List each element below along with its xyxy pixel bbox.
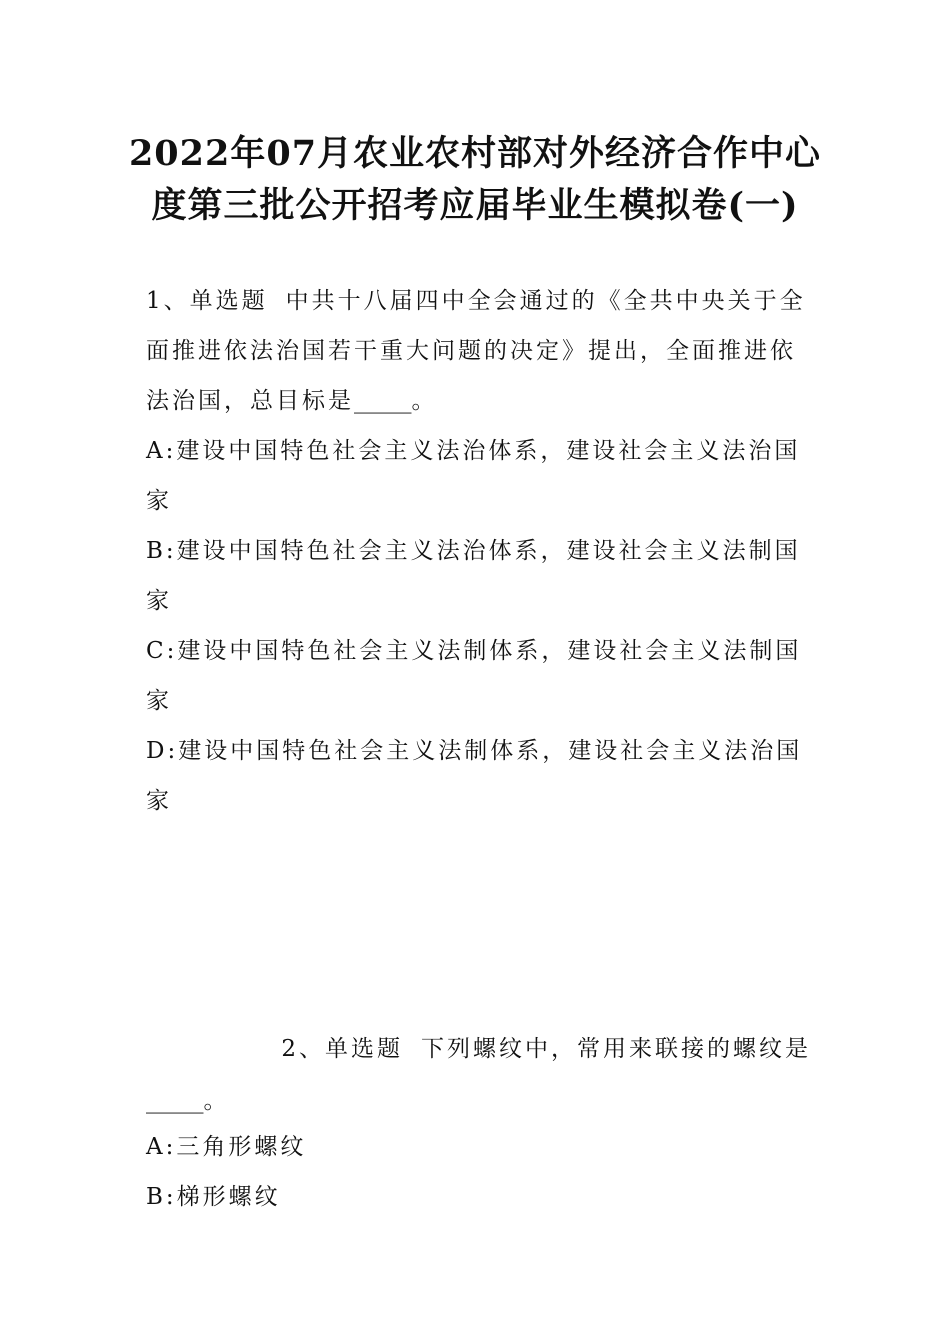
question-1-stem-line-2: 面推进依法治国若干重大问题的决定》提出，全面推进依 — [146, 338, 796, 364]
option-label: B: — [146, 538, 177, 564]
option-label: C: — [146, 638, 178, 664]
question-1-option-a — [146, 426, 811, 476]
question-1-stem-text-1: 中共十八届四中全会通过的《全共中央关于全 — [285, 288, 806, 314]
option-label: D: — [146, 738, 179, 764]
option-label: A: — [146, 1134, 177, 1160]
question-1-number: 1、 — [146, 288, 190, 314]
question-1-stem-end: 。 — [411, 388, 438, 414]
question-1-option-d — [146, 726, 811, 776]
question-2-option-b — [146, 1172, 811, 1222]
option-label: B: — [146, 1184, 177, 1210]
document-title-line-2: 度第三批公开招考应届毕业生模拟卷(一) — [151, 185, 799, 226]
option-text: 三角形螺纹 — [176, 1134, 307, 1160]
question-1-option-d-line-2: 家 — [146, 788, 172, 814]
question-1-stem-text-3: 法治国，总目标是 — [146, 388, 354, 414]
question-1-stem-line-3 — [146, 376, 811, 426]
option-text: 建设中国特色社会主义法治体系，建设社会主义法治国 — [176, 438, 801, 464]
option-text: 建设中国特色社会主义法制体系，建设社会主义法治国 — [178, 738, 803, 764]
question-2-stem-line-2 — [146, 1076, 811, 1126]
question-1-option-c — [146, 626, 811, 676]
question-2-type: 单选题 — [325, 1036, 403, 1062]
option-label: A: — [146, 438, 177, 464]
option-text: 建设中国特色社会主义法治体系，建设社会主义法制国 — [176, 538, 801, 564]
question-1-option-b — [146, 526, 811, 576]
question-1-option-b-line-2: 家 — [146, 588, 172, 614]
question-2-number: 2、 — [281, 1036, 325, 1062]
question-2-stem-end: 。 — [203, 1088, 230, 1114]
option-text: 梯形螺纹 — [176, 1184, 281, 1210]
question-2-blank: _____ — [146, 1088, 204, 1114]
question-2-option-a — [146, 1122, 811, 1172]
question-1-stem-line-1 — [146, 276, 811, 326]
document-title-line-1: 2022年07月农业农村部对外经济合作中心 — [128, 133, 822, 174]
question-2-stem-line-1 — [146, 1024, 811, 1074]
question-1-type: 单选题 — [189, 288, 268, 314]
question-1-option-c-line-2: 家 — [146, 688, 172, 714]
question-2-stem-text-1: 下列螺纹中，常用来联接的螺纹是 — [421, 1036, 811, 1062]
question-1-option-a-line-2: 家 — [146, 488, 172, 514]
question-1-blank: _____ — [354, 388, 412, 414]
option-text: 建设中国特色社会主义法制体系，建设社会主义法制国 — [177, 638, 802, 664]
